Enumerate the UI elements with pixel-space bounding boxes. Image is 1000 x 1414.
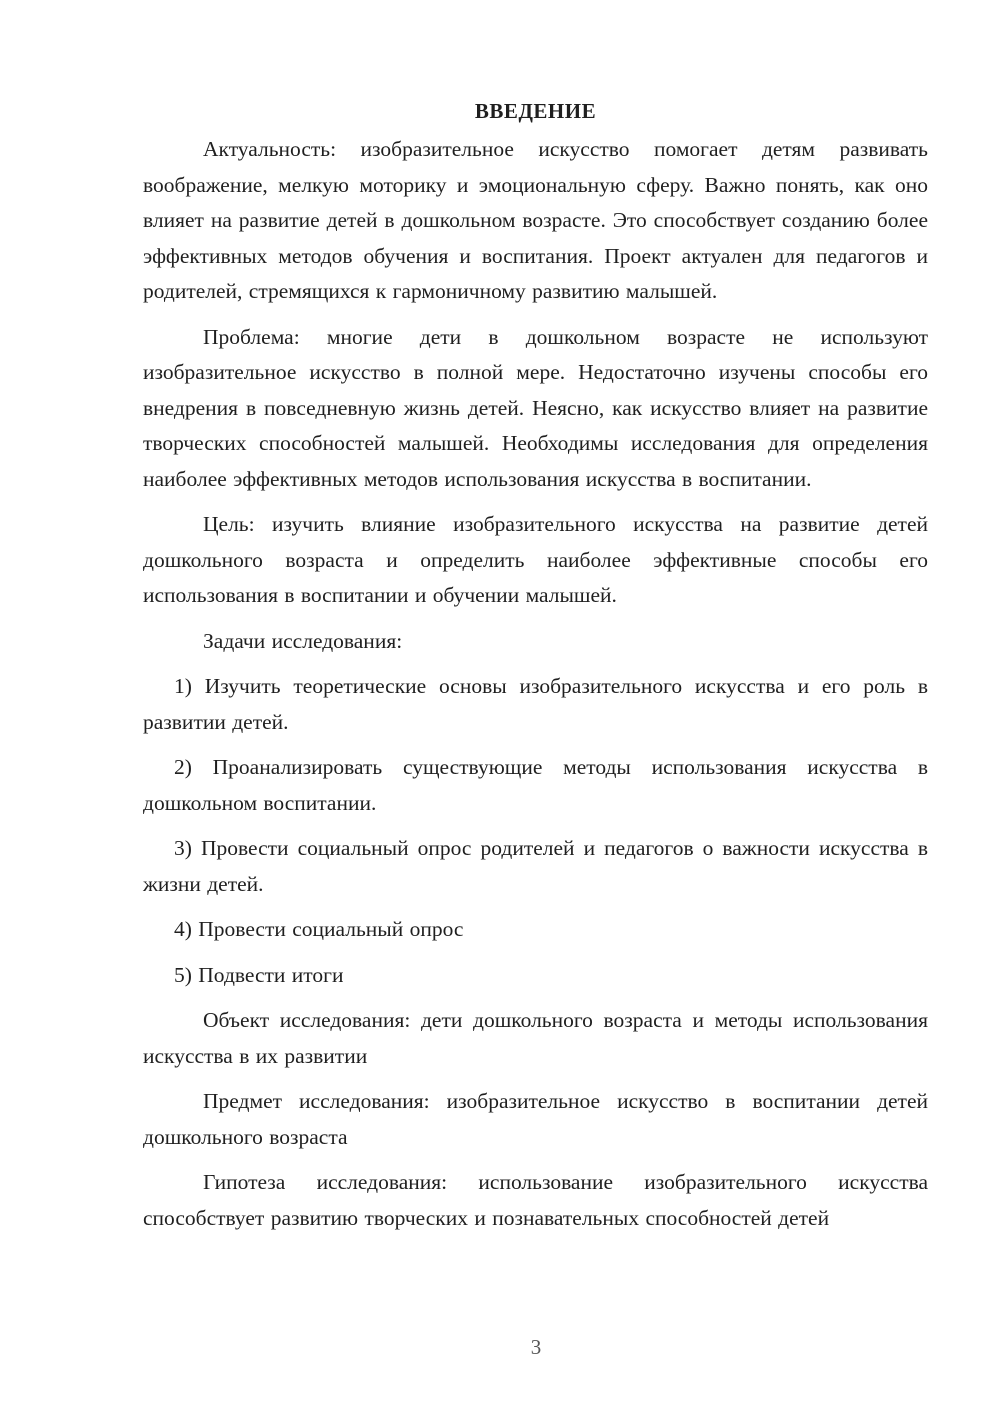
task-item-4: 4) Провести социальный опрос [174, 917, 464, 941]
problem-paragraph: Проблема: многие дети в дошкольном возрасте не используют изобразительное искусство в полной мере. Недостаточно изучены способы его внедрения в повседневную жизнь детей. Неясно, как искусство влияет на развитие творческих способностей малышей. Необходимы исследования для определения наиболее эффективных методов использования искусства в воспитании. [143, 324, 928, 491]
object-paragraph: Объект исследования: дети дошкольного возраста и методы использования искусства в их развитии [143, 1008, 928, 1068]
page-number: 3 [530, 1335, 542, 1359]
hypothesis-paragraph: Гипотеза исследования: использование изобразительного искусства способствует развитию творческих и познавательных способностей детей [143, 1170, 928, 1230]
task-item-1: 1) Изучить теоретические основы изобразительного искусства и его роль в развитии детей. [143, 674, 928, 734]
task-item-2: 2) Проанализировать существующие методы использования искусства в дошкольном воспитании. [143, 755, 928, 815]
subject-paragraph: Предмет исследования: изобразительное искусство в воспитании детей дошкольного возраста [143, 1089, 928, 1149]
page-title: ВВЕДЕНИЕ [474, 99, 597, 123]
task-item-5: 5) Подвести итоги [174, 962, 344, 987]
goal-paragraph: Цель: изучить влияние изобразительного искусства на развитие детей дошкольного возраста и определить наиболее эффективные способы его использования в воспитании и обучении малышей. [143, 512, 928, 607]
page-content [143, 96, 928, 1246]
task-item-3: 3) Провести социальный опрос родителей и педагогов о важности искусства в жизни детей. [143, 836, 928, 896]
relevance-paragraph: Актуальность: изобразительное искусство помогает детям развивать воображение, мелкую моторику и эмоциональную сферу. Важно понять, как оно влияет на развитие детей в дошкольном возрасте. Это способствует созданию более эффективных методов обучения и воспитания. Проект актуален для педагогов и родителей, стремящихся к гармоничному развитию малышей. [143, 137, 928, 303]
tasks-heading: Задачи исследования: [203, 628, 403, 653]
